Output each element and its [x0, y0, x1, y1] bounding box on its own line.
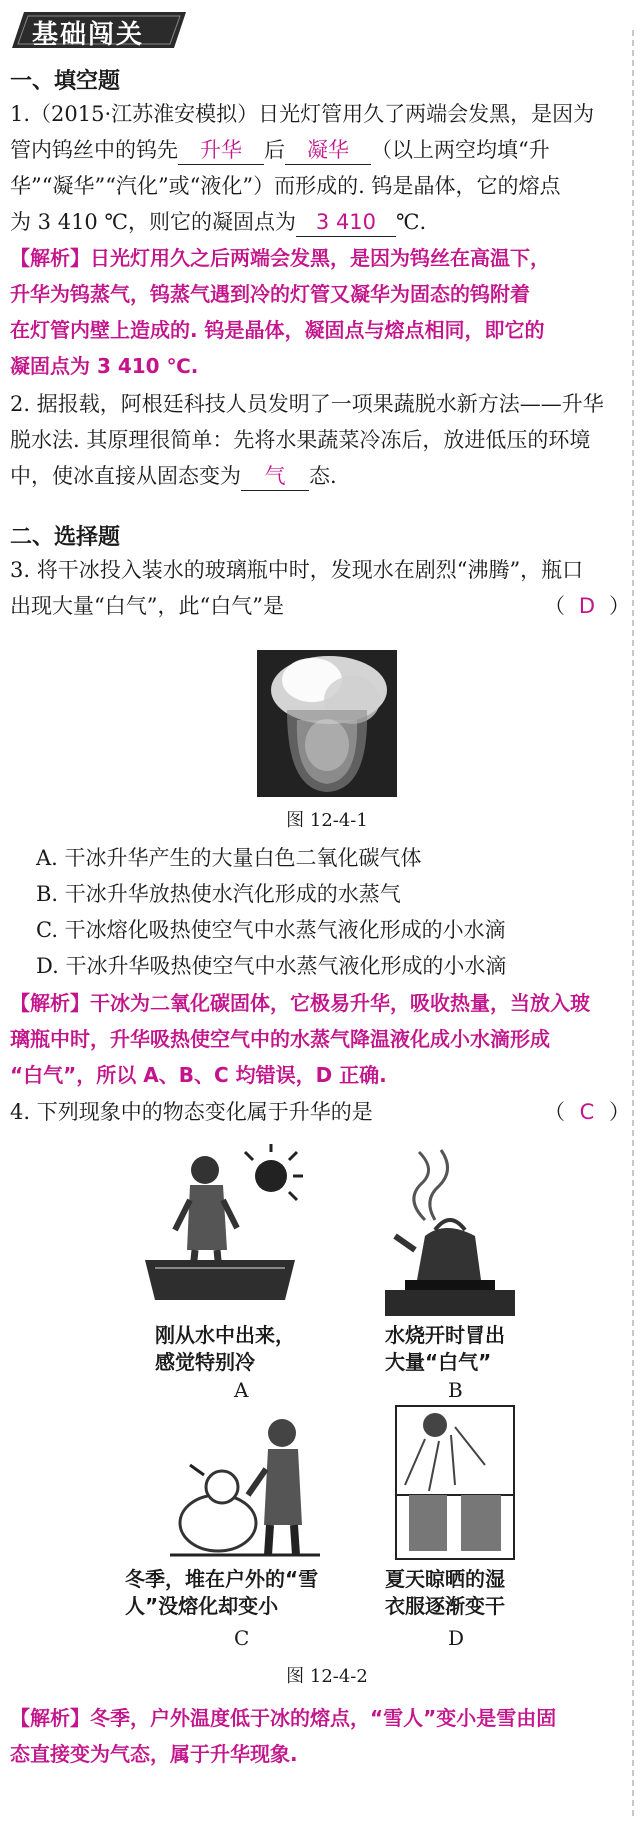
q2-line2: 脱水法. 其原理很简单：先将水果蔬菜冷冻后，放进低压的环境 — [10, 428, 591, 452]
snowman-illustration — [170, 1405, 320, 1565]
q4-item-a-letter: A — [234, 1378, 249, 1402]
q1-analysis-key: 【解析】 — [10, 246, 90, 270]
q4-text — [10, 1094, 630, 1130]
q3-answer: D — [578, 594, 596, 618]
q4-answer-paren — [544, 1094, 630, 1130]
q3-option-a: A. 干冰升华产生的大量白色二氧化碳气体 — [36, 846, 422, 870]
q3-options — [36, 840, 626, 984]
q3-paren-open: （ — [544, 594, 565, 618]
q4-item-c-l2: 人”没熔化却变小 — [125, 1594, 279, 1618]
q4-item-a-label — [155, 1322, 295, 1376]
q1-analysis-line1 — [10, 240, 630, 276]
q1-line2-c: （以上两空均填“升 — [371, 138, 550, 162]
q3-analysis-line1 — [10, 985, 630, 1021]
q3-analysis-l1: 干冰为二氧化碳固体，它极易升华，吸收热量，当放入玻 — [90, 991, 590, 1015]
person-out-of-water-illustration — [145, 1140, 315, 1320]
q3-analysis-key: 【解析】 — [10, 991, 90, 1015]
q4-analysis — [10, 1700, 630, 1772]
q3-line2-text: 出现大量“白气”，此“白气”是 — [10, 594, 284, 618]
dry-ice-bottle-photo — [257, 650, 397, 797]
q1-analysis — [10, 240, 630, 384]
figure-12-4-1-caption: 图 12-4-1 — [286, 810, 368, 831]
q1-analysis-l4: 凝固点为 3 410 ℃. — [10, 354, 199, 378]
q2-line3-a: 中，使冰直接从固态变为 — [10, 464, 241, 488]
q1-analysis-l2: 升华为钨蒸气，钨蒸气遇到冷的灯管又凝华为固态的钨附着 — [10, 282, 530, 306]
banner-title: 基础闯关 — [32, 20, 145, 50]
q1-line4 — [10, 204, 630, 240]
q4-item-d-l2: 衣服逐渐变干 — [385, 1594, 505, 1618]
q1-line3: 华”“凝华”“汽化”或“液化”）而形成的. 钨是晶体，它的熔点 — [10, 174, 561, 198]
q1-line2 — [10, 132, 630, 168]
boiling-kettle-illustration — [385, 1140, 515, 1320]
q1-blank3: 3 410 — [296, 208, 396, 237]
q1-line2-a: 管内钨丝中的钨先 — [10, 138, 178, 162]
q1-analysis-l1: 日光灯用久之后两端会发黑，是因为钨丝在高温下， — [90, 246, 550, 270]
q4-item-d-label — [385, 1566, 505, 1620]
q3-analysis-l2: 璃瓶中时，升华吸热使空气中的水蒸气降温液化成小水滴形成 — [10, 1027, 550, 1051]
q3-option-d: D. 干冰升华吸热使空气中水蒸气液化形成的小水滴 — [36, 954, 507, 978]
q1-blank2: 凝华 — [285, 136, 371, 165]
q1-line4-a: 为 3 410 ℃，则它的凝固点为 — [10, 210, 296, 234]
q1-blank1: 升华 — [178, 136, 264, 165]
q4-analysis-l1: 冬季，户外温度低于冰的熔点，“雪人”变小是雪由固 — [90, 1706, 557, 1730]
q4-analysis-l2: 态直接变为气态，属于升华现象. — [10, 1742, 298, 1766]
q4-paren-close: ） — [609, 1100, 630, 1124]
q4-item-b-l2: 大量“白气” — [385, 1350, 492, 1374]
q1-line1: 1.（2015·江苏淮安模拟）日光灯管用久了两端会发黑，是因为 — [10, 102, 595, 126]
q2-line3 — [10, 458, 630, 494]
figure-12-4-2-caption: 图 12-4-2 — [286, 1666, 368, 1687]
dashed-cut-line — [632, 30, 634, 1816]
q4-line1 — [10, 1094, 630, 1130]
q4-item-d-l1: 夏天晾晒的湿 — [385, 1567, 505, 1591]
q4-line1-text: 4. 下列现象中的物态变化属于升华的是 — [10, 1100, 373, 1124]
section-banner — [10, 8, 190, 52]
q1-line4-b: ℃. — [395, 210, 427, 234]
q3-analysis — [10, 985, 630, 1093]
q4-item-a-l1: 刚从水中出来， — [155, 1323, 295, 1347]
q4-analysis-line1 — [10, 1700, 630, 1736]
q3-line1: 3. 将干冰投入装水的玻璃瓶中时，发现水在剧烈“沸腾”，瓶口 — [10, 558, 584, 582]
q3-analysis-l3: “白气”，所以 A、B、C 均错误，D 正确. — [10, 1063, 387, 1087]
q3-text — [10, 552, 630, 624]
q4-item-c-l1: 冬季，堆在户外的“雪 — [125, 1567, 319, 1591]
q3-line2 — [10, 588, 630, 624]
q4-item-c-label — [125, 1566, 318, 1620]
q4-item-a-l2: 感觉特别冷 — [155, 1350, 255, 1374]
q4-item-b-l1: 水烧开时冒出 — [385, 1323, 505, 1347]
section-fill-blank: 一、填空题 — [10, 69, 121, 94]
q2-blank: 气 — [241, 462, 309, 491]
q4-paren-open: （ — [544, 1100, 565, 1124]
q3-paren-close: ） — [609, 594, 630, 618]
q4-item-b-label — [385, 1322, 505, 1376]
q4-analysis-key: 【解析】 — [10, 1706, 90, 1730]
q2-line3-b: 态. — [309, 464, 337, 488]
q2-text — [10, 386, 630, 494]
q4-item-d-letter: D — [448, 1626, 465, 1650]
q1-line2-b: 后 — [264, 138, 285, 162]
drying-clothes-illustration — [395, 1405, 515, 1560]
q4-item-c-letter: C — [234, 1626, 250, 1650]
q4-answer: C — [579, 1100, 595, 1124]
q3-answer-paren — [544, 588, 630, 624]
q3-option-b: B. 干冰升华放热使水汽化形成的水蒸气 — [36, 882, 401, 906]
q1-text — [10, 96, 630, 240]
q2-line1: 2. 据报载，阿根廷科技人员发明了一项果蔬脱水新方法——升华 — [10, 392, 604, 416]
q3-option-c: C. 干冰熔化吸热使空气中水蒸气液化形成的小水滴 — [36, 918, 506, 942]
q1-analysis-l3: 在灯管内壁上造成的. 钨是晶体，凝固点与熔点相同，即它的 — [10, 318, 545, 342]
section-choice: 二、选择题 — [10, 525, 121, 550]
q4-item-b-letter: B — [448, 1378, 463, 1402]
